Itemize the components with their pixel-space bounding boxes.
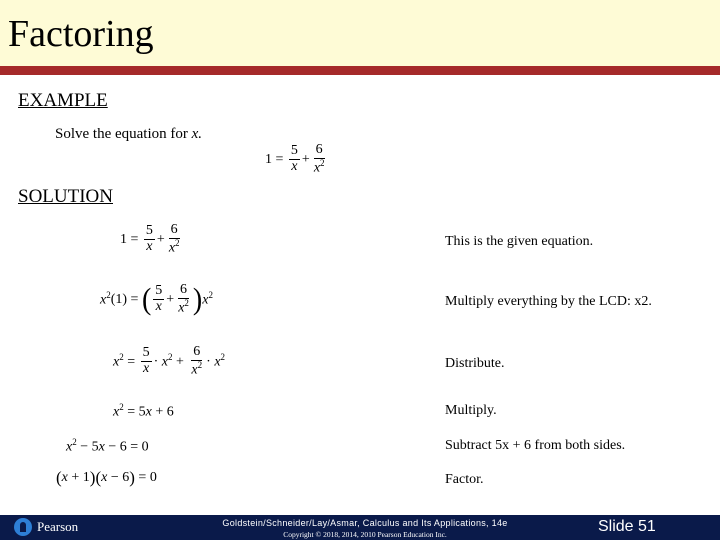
step-1-note: This is the given equation.	[445, 234, 594, 249]
problem-equation: 1 = $\frac{5}{x}$ + $\frac{6}{x^2}$	[265, 142, 325, 176]
step-6-note: Factor.	[445, 472, 484, 487]
problem-prompt	[55, 126, 202, 143]
title-divider	[0, 66, 720, 75]
step-1-equation: 1 = $\frac{5}{x}$ + $\frac{6}{x^2}$	[120, 222, 180, 256]
footer-bar	[0, 515, 720, 540]
prompt-text: Solve the equation for	[55, 126, 192, 142]
step-4-note: Multiply.	[445, 403, 497, 418]
step-2-equation: $x^2$ (1) = ( $\frac{5}{x}$ + $\frac{6}{x^2}$ ) $x^2$	[100, 281, 213, 317]
step-5-equation: $x^2 - 5x - 6 = 0$	[66, 437, 149, 455]
step-6-equation: ( x + 1 )( x − 6 ) = 0	[56, 468, 157, 487]
step-2-note: Multiply everything by the LCD: x2.	[445, 294, 652, 309]
pearson-logo-icon	[14, 518, 32, 536]
book-credit: Goldstein/Schneider/Lay/Asmar, Calculus and Its Applications, 14e	[222, 518, 508, 528]
pearson-logo-text: Pearson	[37, 519, 79, 534]
slide-title: Factoring	[8, 13, 154, 55]
title-bar	[0, 0, 720, 66]
pearson-logo	[14, 518, 78, 536]
step-4-equation: $x^2 = 5x + 6$	[113, 402, 174, 420]
slide-number: Slide 51	[598, 518, 656, 535]
step-3-equation: $x^2$ = $\frac{5}{x}$ · $x^2$ + $\frac{6}{x^2}$ · $x^2$	[113, 344, 226, 378]
prompt-variable: x.	[191, 126, 203, 142]
copyright: Copyright © 2018, 2014, 2010 Pearson Education Inc.	[283, 530, 447, 539]
step-3-note: Distribute.	[445, 356, 505, 371]
step-5-note: Subtract 5x + 6 from both sides.	[445, 438, 626, 453]
example-heading: EXAMPLE	[18, 90, 108, 111]
solution-heading: SOLUTION	[18, 186, 113, 207]
